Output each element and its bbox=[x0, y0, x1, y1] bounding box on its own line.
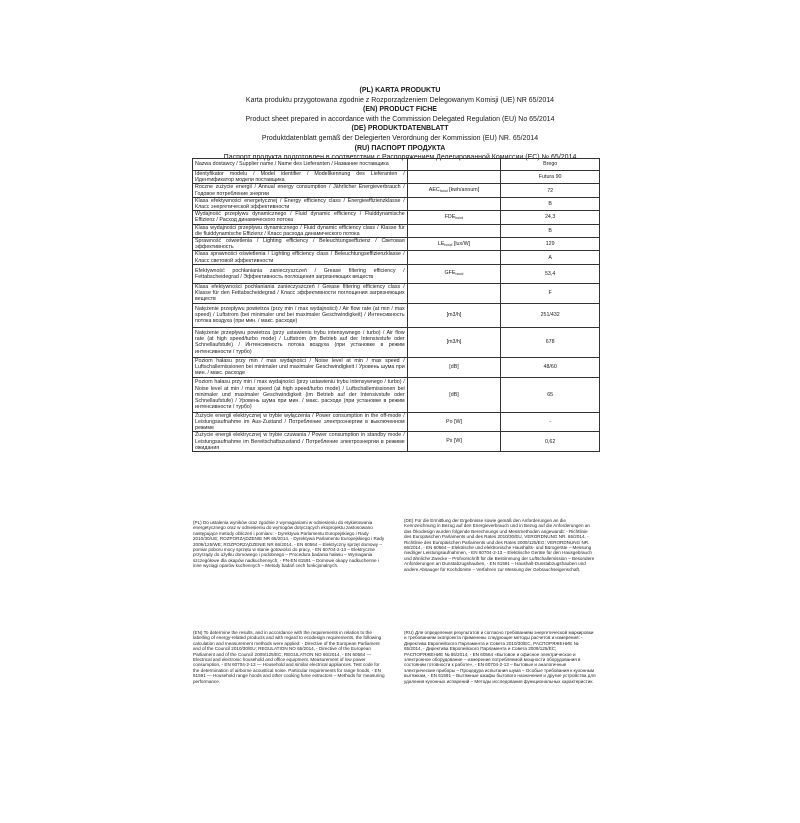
row-unit bbox=[407, 197, 501, 210]
row-unit-subscript: hood bbox=[455, 215, 464, 220]
row-unit bbox=[407, 184, 501, 197]
row-value: 24,3 bbox=[501, 211, 600, 224]
row-unit bbox=[407, 432, 501, 452]
row-unit bbox=[407, 327, 501, 357]
en-subtitle: Product sheet prepared in accordance with the Commission Delegated Regulation (EU) No 65/2014 bbox=[245, 115, 555, 123]
notes-pl-text: (PL) Do ustalenia wyników oraz zgodnie z wymaganiami w odniesieniu do etykietowania energetycznego oraz w odniesieniu do wymogów dotyczących ekoprojektu zastosowano następujące metody obliczeń i pomiaru: - Dyrektywa Parlamentu Europejskiego i Rady 2010/30/UE; ROZPORZĄDZENIE NR 65/2014, - Dyrektywa Parlamentu Europejskiego i Rady 2009/125/WE; ROZPORZĄDZENIE NR 66/2014, - EN 60564 – Elektryczny sprzęt domowy – pomiar poboru mocy sprzętu w stanie gotowości do pracy, - EN 60704-2-13 – Elektryczne przyrządy do użytku domowego i podobnego – Procedura badania hałasu – Wymagania szczegółowe dla okapów nadkuchennych, - PN-EN 61591 – Domowe okapy nadkuchenne i inne wyciągi oparów kuchennych – Metody badań cech funkcjonalnych. bbox=[193, 520, 385, 569]
table-row bbox=[193, 238, 600, 251]
row-unit-text bbox=[410, 187, 499, 194]
row-unit bbox=[407, 283, 501, 303]
row-unit-tail: [W] bbox=[452, 418, 462, 425]
row-unit-symbol: AEC bbox=[428, 187, 440, 193]
ru-subtitle: Паспорт продукта подготовлен в соответствии с Распоряжением Делегированной Комиссии (ЕС) № 65/2014 bbox=[223, 154, 577, 162]
notes-ru bbox=[404, 630, 596, 684]
row-description: Klasa sprawności oświetlenia / Lighting efficiency class / Beleuchtungseffizienzklasse / Класс световой эффективности bbox=[193, 251, 408, 264]
table-row bbox=[193, 303, 600, 327]
row-description: Sprawność oświetlenia / Lighting efficiency / Beleuchtungseffizienz / Световая эффективность bbox=[193, 238, 408, 251]
row-description: Poziom hałasu przy min / max wydajności / Noise level at min / max speed / Luftschallemissionen bei minimaler und maximaler Geschwindigkeit / Уровень шума при мин. / макс. расходе bbox=[193, 357, 408, 377]
row-value: 0,62 bbox=[501, 432, 600, 452]
row-unit-symbol: Po bbox=[446, 418, 453, 425]
row-unit bbox=[407, 224, 501, 237]
fiche-header bbox=[0, 86, 800, 163]
row-unit-text bbox=[410, 419, 499, 426]
row-value: A bbox=[501, 251, 600, 264]
row-value: 53,4 bbox=[501, 264, 600, 283]
table-row bbox=[193, 184, 600, 197]
row-unit bbox=[407, 303, 501, 327]
row-value: 129 bbox=[501, 238, 600, 251]
table-row bbox=[193, 197, 600, 210]
row-unit-subscript: hood bbox=[455, 272, 464, 277]
row-description: Poziom hałasu przy min / max wydajności (przy ustawieniu trybu intensywnego / turbo) / Noise level at min / max speed (at high speed/turbo mode) / Luftschallemissionen bei minimaler und maximaler Geschwindigkeit (im Betrieb auf der Intensivstufe oder Schnellaufstufe) / Уровень шума при мин. / макс. расходе (при установке в режим интенсивности / турбо) bbox=[193, 377, 408, 412]
row-description: Zużycie energii elektrycznej w trybie czuwania / Power consumption in standby mode / Leistungsaufnahme im Bereitschaftszustand / Потребление электроэнергии в режиме ожидания bbox=[193, 432, 408, 452]
row-value: B bbox=[501, 197, 600, 210]
row-description: Nazwa dostawcy / Supplier name / Name des Lieferanten / Название поставщика bbox=[193, 159, 408, 171]
row-unit bbox=[407, 211, 501, 224]
row-unit-text bbox=[410, 392, 499, 398]
row-unit bbox=[407, 159, 501, 171]
table-row bbox=[193, 211, 600, 224]
notes-en-text: (EN) To determine the results, and in accordance with the requirements in relation to the labelling of energy-related products and with regard to ecodesign requirements, the following calculation and measurement methods were applied: - Directive of the European Parliament and of the Council 2010/30/EU; REGULATION NO 65/2014, - Directive of the European Parliament and of the Council 2009/125/EC; REGULATION NO 66/2014, - EN 60564 — Electrical and electronic household and office equipment. Measurement of low power consumption, - EN 60704-2-13 — Household and similar electrical appliances. Test code for the determination of airborne acoustical noise. Particular requirements for range hoods, - EN 61591 — Household range hoods and other cooking fume extractors – Methods for measuring performance. bbox=[193, 630, 385, 684]
row-description: Zużycie energii elektrycznej w trybie wyłączenia / Power consumption in the off-mode / Leistungsaufnahme im Aus-Zustand / Потребление электроэнергии в выключенном режиме bbox=[193, 412, 408, 432]
row-unit-symbol: [dB] bbox=[449, 364, 459, 371]
row-value: 678 bbox=[501, 327, 600, 357]
row-unit-symbol: LE bbox=[437, 240, 445, 247]
row-unit-text bbox=[410, 312, 499, 318]
row-unit bbox=[407, 357, 501, 377]
row-value: 72 bbox=[501, 184, 600, 197]
notes-ru-text: (RU) Для определения результатов и согласно требованиям энергетической маркировки и требованиям экопроекта применены следующие методы расчетов и измерения: - Директива Европейского Парламента и Совета 2010/30/ЕС, РАСПОРЯЖЕНИЕ № 65/2014, - Директива Европейского Парламента и Совета 2009/125/ЕС; РАСПОРЯЖЕНИЕ № 66/2014, - EN 60564 «Бытовое и офисное электрическое и электронное оборудование – измерение потребляемой мощности оборудования в состоянии готовности к работе», - EN 60704-2-13 – Бытовые и аналогичные электрические приборы – Процедура испытания шума – Особые требования к кухонным вытяжкам, - EN 61591 – Вытяжные шкафы бытового назначения и другие устройства для удаления кухонных испарений – Методы исследования функциональных характеристик. bbox=[404, 630, 596, 684]
table-row bbox=[193, 283, 600, 303]
table-row bbox=[193, 412, 600, 432]
row-unit-text bbox=[410, 364, 499, 370]
row-description: Klasa efektywności pochłaniania zanieczyszczeń / Grease filtering efficiency class / Klasse für den Fettabscheidegrad / Класс эффективности поглощения загрязняющих веществ bbox=[193, 283, 408, 303]
product-data-table bbox=[192, 158, 600, 452]
notes-de-text: (DE) Für die Ermittlung der Ergebnisse sowie gemäß den Anforderungen an die Kennzeichnung in Bezug auf den Energieverbrauch und in Bezug auf die Anforderungen an das Ökodesign wurden folgende Berechnungs und Messmethoden angewandt: - Richtlinie des Europäischen Parlaments und des Rates 2010/30/EU, VERORDNUNG NR. 65/2014, - Richtlinie des Europäischen Parlaments und des Rates 2009/125/EG; VERORDNUNG NR. 66/2014, - EN 60564 – Elektrische und elektronische Haushalts- und Bürogeräte – Messung niedriger Leistungsaufnahmen, - EN 60704-2-13 – Elektrische Geräte für den Hausgebrauch und ähnliche Zwecke – Prüfvorschrift für die Bestimmung der Luftschallemission – Besondere Anforderungen an Dunstabzugshauben, - EN 61591 – Haushalt-Dunstabzugshauben und andere Absauger für Kochdünste – Verfahren zur Messung der Gebrauchseigenschaft. bbox=[404, 518, 595, 572]
row-unit-symbol: [m3/h] bbox=[446, 312, 462, 319]
row-unit-symbol: [dB] bbox=[449, 391, 459, 398]
row-description: Roczne zużycie energii / Annual energy consumption / Jährlicher Energieverbrauch / Годовое потребление энергии bbox=[193, 184, 408, 197]
notes-en bbox=[193, 630, 385, 684]
table-row bbox=[193, 159, 600, 171]
table-row bbox=[193, 251, 600, 264]
pl-title: (PL) KARTA PRODUKTU bbox=[359, 87, 441, 94]
row-unit-text bbox=[410, 339, 499, 345]
row-unit bbox=[407, 251, 501, 264]
row-unit-text bbox=[410, 270, 499, 277]
row-unit bbox=[407, 264, 501, 283]
ru-title: (RU) ПАСПОРТ ПРОДУКТА bbox=[354, 144, 446, 152]
row-description: Natężenie przepływu powietrza (przy min / max wydajności) / Air flow rate (at min / max speed) / Luftstrom (bei minimaler und bei maximaler Geschwindigkeit) / Интенсивность потока воздуха (при мин. / макс. расходе) bbox=[193, 303, 408, 327]
row-description: Wydajność przepływu dynamicznego / Fluid dynamic efficiency / Fluiddynamische Effizienz / Расход динамического потока bbox=[193, 211, 408, 224]
notes-pl bbox=[193, 520, 385, 569]
row-description: Klasa wydajności przepływu dynamicznego / Fluid dynamic efficiency class / Klasse für die fluiddynamische Effizienz / Класс расхода динамического потока bbox=[193, 224, 408, 237]
pl-subtitle: Karta produktu przygotowana zgodnie z Rozporządzeniem Delegowanym Komisji (UE) NR 65/2014 bbox=[245, 96, 555, 104]
row-unit-text bbox=[410, 214, 499, 221]
row-value: 48/60 bbox=[501, 357, 600, 377]
de-title: (DE) PRODUKTDATENBLATT bbox=[351, 125, 449, 133]
table-row bbox=[193, 171, 600, 184]
row-value: F bbox=[501, 283, 600, 303]
row-unit bbox=[407, 171, 501, 184]
row-value: - bbox=[501, 412, 600, 432]
row-unit-symbol: GFE bbox=[444, 270, 456, 277]
row-unit-symbol: FDE bbox=[444, 213, 456, 220]
row-unit-tail: [W] bbox=[452, 438, 462, 445]
row-unit bbox=[407, 412, 501, 432]
table-row bbox=[193, 432, 600, 452]
row-description: Natężenie przepływu powietrza (przy ustawieniu trybu intensywnego / turbo) / Air flow rate (at high speed/turbo mode) / Luftstrom (im Betrieb auf der Intensivstufe oder Schnellaufstufe) / Интенсивность потока воздуха (при установке в режим интенсивности / турбо) bbox=[193, 327, 408, 357]
table-row bbox=[193, 377, 600, 412]
table-row bbox=[193, 224, 600, 237]
row-unit-subscript: hood bbox=[444, 242, 453, 247]
row-value: B bbox=[501, 224, 600, 237]
row-unit bbox=[407, 238, 501, 251]
row-description: Klasa efektywności energetycznej / Energy efficiency class / Energieeffizienzklasse / Класс энергетической эффективности bbox=[193, 197, 408, 210]
row-unit-symbol: [m3/h] bbox=[446, 339, 462, 346]
table-row bbox=[193, 357, 600, 377]
en-title: (EN) PRODUCT FICHE bbox=[363, 106, 437, 114]
row-description: Identyfikator modelu / Model identifier / Modellkennung des Lieferanten / Идентификатор модели поставщика bbox=[193, 171, 408, 184]
row-unit-tail: [lux/W] bbox=[452, 240, 471, 247]
de-subtitle: Produktdatenblatt gemäß der Delegierten Verordnung der Kommission (EU) NR. 65/2014 bbox=[261, 134, 539, 142]
row-unit bbox=[407, 377, 501, 412]
row-unit-symbol: Ps bbox=[446, 438, 453, 445]
row-unit-tail: [kwh/annum] bbox=[447, 187, 480, 193]
table-row bbox=[193, 327, 600, 357]
row-description: Efektywność pochłaniania zanieczyszczeń / Grease filtering efficiency / Fettabscheidegrad / Эффективность поглощения загрязняющих веществ bbox=[193, 264, 408, 283]
notes-de bbox=[404, 518, 596, 572]
row-value: 65 bbox=[501, 377, 600, 412]
row-value: Brego bbox=[501, 159, 600, 171]
row-unit-text bbox=[410, 438, 499, 445]
row-value: Futura 90 bbox=[501, 171, 600, 184]
row-value: 251/432 bbox=[501, 303, 600, 327]
row-unit-text bbox=[410, 241, 499, 248]
table-row bbox=[193, 264, 600, 283]
row-unit-subscript: hood bbox=[439, 189, 448, 193]
